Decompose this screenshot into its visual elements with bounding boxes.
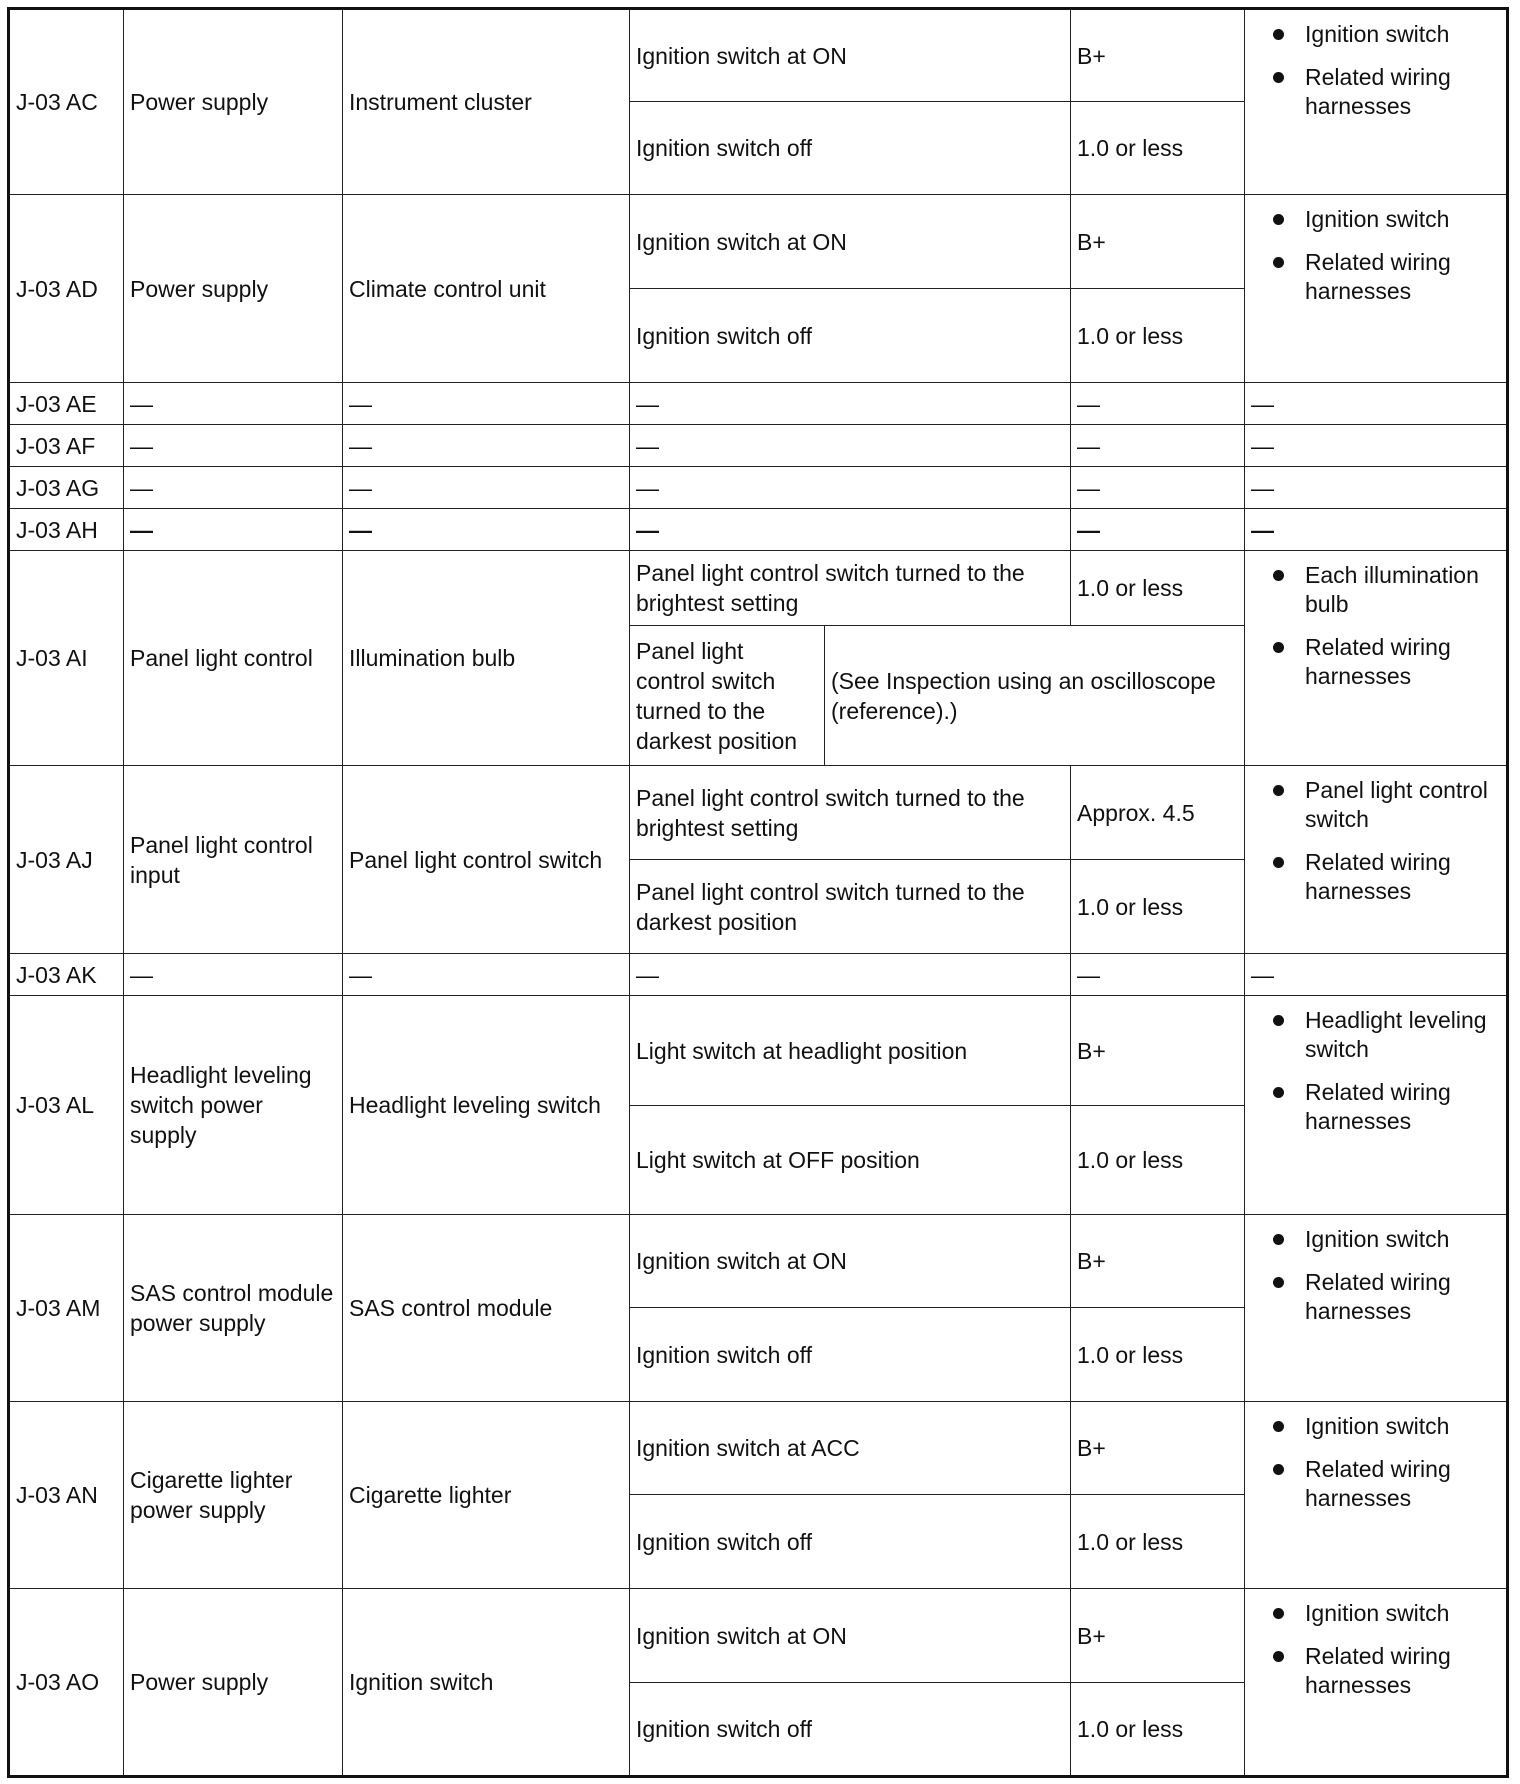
terminal-inspection-table [7,7,1509,1778]
signal-cell: SAS control module power supply [124,1215,343,1402]
terminal-cell: J-03 AO [9,1589,124,1777]
voltage-cell: B+ [1071,9,1245,102]
check-item: Related wiring harnesses [1305,248,1499,306]
condition-cell: Ignition switch off [630,289,1071,383]
connected-to-cell: — [343,467,630,509]
condition-cell: Panel light control switch turned to the darkest position [630,626,825,766]
voltage-cell: B+ [1071,195,1245,289]
connected-to-cell: Ignition switch [343,1589,630,1777]
terminal-cell: J-03 AI [9,551,124,766]
check-item: Related wiring harnesses [1305,1078,1499,1136]
condition-cell: — [630,383,1071,425]
terminal-cell: J-03 AL [9,996,124,1215]
table-row [9,9,1508,102]
voltage-cell: B+ [1071,996,1245,1106]
condition-cell: Ignition switch off [630,1683,1071,1777]
check-item: Ignition switch [1305,1599,1499,1628]
signal-cell: Power supply [124,195,343,383]
table-row [9,996,1508,1106]
condition-cell: Panel light control switch turned to the brightest setting [630,551,1071,626]
check-items-cell [1245,1215,1508,1402]
voltage-cell: — [1071,425,1245,467]
condition-cell: — [630,509,1071,551]
signal-cell: — [124,467,343,509]
condition-cell: Ignition switch at ON [630,1215,1071,1308]
condition-cell: — [630,954,1071,996]
condition-cell: Ignition switch off [630,1308,1071,1402]
voltage-cell: 1.0 or less [1071,860,1245,954]
check-items-cell: — [1245,425,1508,467]
terminal-cell: J-03 AG [9,467,124,509]
connected-to-cell: — [343,509,630,551]
terminal-cell: J-03 AJ [9,766,124,954]
voltage-cell: — [1071,383,1245,425]
condition-cell: Ignition switch at ON [630,195,1071,289]
terminal-cell: J-03 AH [9,509,124,551]
check-items-cell [1245,9,1508,195]
condition-cell: Light switch at OFF position [630,1106,1071,1215]
terminal-cell: J-03 AE [9,383,124,425]
signal-cell: — [124,954,343,996]
signal-cell: Panel light control [124,551,343,766]
condition-cell: Panel light control switch turned to the brightest setting [630,766,1071,860]
check-items-cell [1245,766,1508,954]
signal-cell: Cigarette lighter power supply [124,1402,343,1589]
terminal-cell: J-03 AC [9,9,124,195]
voltage-cell: 1.0 or less [1071,1106,1245,1215]
voltage-cell: 1.0 or less [1071,289,1245,383]
connected-to-cell: SAS control module [343,1215,630,1402]
voltage-cell: — [1071,954,1245,996]
voltage-cell: 1.0 or less [1071,1495,1245,1589]
table-row [9,1215,1508,1308]
voltage-cell: B+ [1071,1589,1245,1683]
check-item: Headlight leveling switch [1305,1006,1499,1064]
check-item: Ignition switch [1305,20,1499,49]
check-items-cell [1245,996,1508,1215]
check-item: Each illumination bulb [1305,561,1499,619]
condition-cell: Light switch at headlight position [630,996,1071,1106]
check-items-cell [1245,551,1508,766]
check-item: Related wiring harnesses [1305,1642,1499,1700]
signal-cell: Power supply [124,1589,343,1777]
voltage-cell: — [1071,509,1245,551]
terminal-cell: J-03 AD [9,195,124,383]
voltage-cell: 1.0 or less [1071,1308,1245,1402]
connected-to-cell: — [343,954,630,996]
check-item: Panel light control switch [1305,776,1499,834]
voltage-cell: 1.0 or less [1071,551,1245,626]
table-row [9,509,1508,551]
terminal-cell: J-03 AK [9,954,124,996]
connected-to-cell: — [343,383,630,425]
condition-cell: Ignition switch off [630,102,1071,195]
signal-cell: — [124,509,343,551]
signal-cell: Headlight leveling switch power supply [124,996,343,1215]
voltage-cell: Approx. 4.5 [1071,766,1245,860]
check-items-cell: — [1245,509,1508,551]
voltage-cell: 1.0 or less [1071,102,1245,195]
voltage-cell: B+ [1071,1215,1245,1308]
table-row [9,551,1508,626]
terminal-cell: J-03 AN [9,1402,124,1589]
connected-to-cell: Instrument cluster [343,9,630,195]
check-items-cell: — [1245,467,1508,509]
table-row [9,195,1508,289]
check-item: Related wiring harnesses [1305,1268,1499,1326]
connected-to-cell: Illumination bulb [343,551,630,766]
table-row [9,766,1508,860]
voltage-cell: (See Inspection using an oscilloscope (reference).) [825,626,1245,766]
check-item: Related wiring harnesses [1305,63,1499,121]
signal-cell: Power supply [124,9,343,195]
connected-to-cell: — [343,425,630,467]
condition-cell: Panel light control switch turned to the darkest position [630,860,1071,954]
connected-to-cell: Panel light control switch [343,766,630,954]
check-items-cell: — [1245,383,1508,425]
check-items-cell [1245,1402,1508,1589]
table-row [9,383,1508,425]
table-row [9,467,1508,509]
check-item: Ignition switch [1305,205,1499,234]
voltage-cell: 1.0 or less [1071,1683,1245,1777]
connected-to-cell: Cigarette lighter [343,1402,630,1589]
check-items-cell: — [1245,954,1508,996]
signal-cell: — [124,425,343,467]
table-row [9,954,1508,996]
connected-to-cell: Headlight leveling switch [343,996,630,1215]
voltage-cell: — [1071,467,1245,509]
terminal-cell: J-03 AF [9,425,124,467]
check-items-cell [1245,195,1508,383]
terminal-cell: J-03 AM [9,1215,124,1402]
signal-cell: Panel light control input [124,766,343,954]
condition-cell: — [630,425,1071,467]
table-row [9,425,1508,467]
voltage-cell: B+ [1071,1402,1245,1495]
condition-cell: Ignition switch off [630,1495,1071,1589]
check-item: Related wiring harnesses [1305,848,1499,906]
table-row [9,1402,1508,1495]
check-item: Ignition switch [1305,1225,1499,1254]
check-item: Ignition switch [1305,1412,1499,1441]
condition-cell: Ignition switch at ON [630,9,1071,102]
condition-cell: Ignition switch at ON [630,1589,1071,1683]
table-row [9,1589,1508,1683]
connected-to-cell: Climate control unit [343,195,630,383]
condition-cell: Ignition switch at ACC [630,1402,1071,1495]
check-item: Related wiring harnesses [1305,633,1499,691]
check-item: Related wiring harnesses [1305,1455,1499,1513]
condition-cell: — [630,467,1071,509]
check-items-cell [1245,1589,1508,1777]
signal-cell: — [124,383,343,425]
